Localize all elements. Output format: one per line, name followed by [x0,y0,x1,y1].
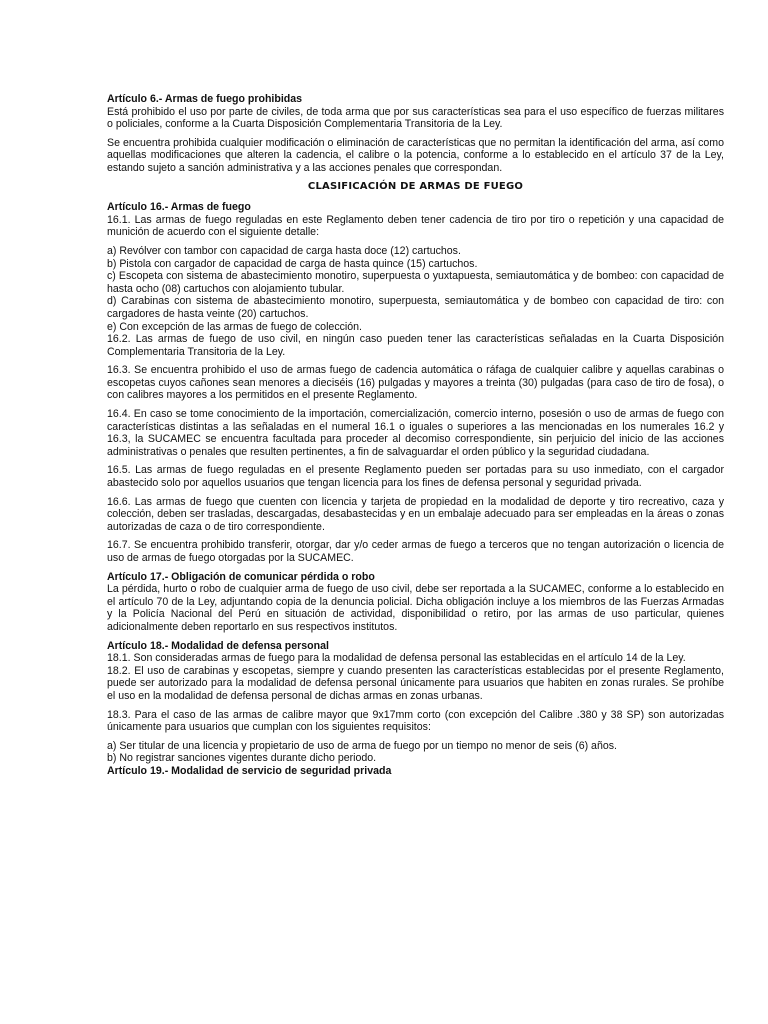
article-18-list [107,740,724,765]
article-16-paragraph-4: 16.4. En caso se tome conocimiento de la importación, comercialización, comercio interno, posesión o uso de armas de fuego con características distintas a las señaladas en el numeral 16.1 o iguales o superiores a las mencionadas en los numerales 16.2 y 16.3, la SUCAMEC se encuentra facultada para proceder al decomiso correspondiente, sin perjuicio del inicio de las acciones administrativas o penales que resulten pertinentes, a fin de salvaguardar el orden público y la seguridad ciudadana. [107,408,724,458]
article-18-paragraph-1: 18.1. Son consideradas armas de fuego para la modalidad de defensa personal las establecidas en el artículo 14 de la Ley. [107,652,686,665]
article-18-title: Artículo 18.- Modalidad de defensa personal [107,639,329,652]
list-item: e) Con excepción de las armas de fuego de colección. [107,320,362,333]
article-16-paragraph-7: 16.7. Se encuentra prohibido transferir, otorgar, dar y/o ceder armas de fuego a terceros que no tengan autorización o licencia de uso de armas de fuego otorgadas por la SUCAMEC. [107,539,724,564]
article-16-paragraph-1: 16.1. Las armas de fuego reguladas en este Reglamento deben tener cadencia de tiro por tiro o repetición y una capacidad de munición de acuerdo con el siguiente detalle: [107,213,724,239]
list-item: a) Revólver con tambor con capacidad de carga hasta doce (12) cartuchos. [107,244,461,257]
article-16-title: Artículo 16.- Armas de fuego [107,201,251,214]
article-18-paragraph-3: 18.3. Para el caso de las armas de calibre mayor que 9x17mm corto (con excepción del Calibre .380 y 38 SP) son autorizadas únicamente para usuarios que cumplan con los siguientes requisitos: [107,708,724,734]
article-6-paragraph-1: Está prohibido el uso por parte de civiles, de toda arma que por sus características sea para el uso específico de fuerzas militares o policiales, conforme a la Cuarta Disposición Complementaria Transitoria de la Ley. [107,105,724,131]
article-16-paragraph-5: 16.5. Las armas de fuego reguladas en el presente Reglamento pueden ser portadas para su uso inmediato, con el cargador abastecido solo por aquellos usuarios que tengan licencia para los fines de defensa personal y seguridad privada. [107,464,724,490]
section-title: CLASIFICACIÓN DE ARMAS DE FUEGO [307,180,524,192]
article-17-title: Artículo 17.- Obligación de comunicar pérdida o robo [107,570,375,583]
article-6-paragraph-2: Se encuentra prohibida cualquier modificación o eliminación de características que no permitan la identificación del arma, así como aquellas modificaciones que alteren la cadencia, el calibre o la potencia, conforme a lo establecido en el artículo 37 de la Ley, estando sujeto a sanción administrativa y a las acciones penales que correspondan. [107,136,724,174]
article-6-title: Artículo 6.- Armas de fuego prohibidas [107,93,303,105]
article-16-list [107,245,724,358]
list-item: d) Carabinas con sistema de abastecimiento monotiro, superpuesta, semiautomática y de bombeo con capacidad de tiro: con cargadores de hasta veinte (20) cartuchos. [107,295,724,320]
list-item: c) Escopeta con sistema de abastecimiento monotiro, superpuesta o yuxtapuesta, semiautomática y de bombeo: con capacidad de hasta ocho (08) cartuchos con alojamiento tubular. [107,270,724,295]
article-19-title: Artículo 19.- Modalidad de servicio de seguridad privada [107,764,392,777]
article-17 [107,571,724,634]
list-item: b) No registrar sanciones vigentes durante dicho periodo. [107,752,377,765]
list-item: b) Pistola con cargador de capacidad de carga de hasta quince (15) cartuchos. [107,257,478,270]
list-item: 16.2. Las armas de fuego de uso civil, en ningún caso pueden tener las características señaladas en la Cuarta Disposición Complementaria Transitoria de la Ley. [107,333,724,358]
article-6 [107,93,724,175]
article-18-paragraph-2: 18.2. El uso de carabinas y escopetas, siempre y cuando presenten las características establecidas por el presente Reglamento, puede ser autorizado para la modalidad de defensa personal únicamente para usuarios que habiten en zonas rurales. Se prohíbe el uso en la modalidad de defensa personal de dichas armas en zonas urbanas. [107,664,724,702]
article-16-paragraph-3: 16.3. Se encuentra prohibido el uso de armas fuego de cadencia automática o ráfaga de cualquier calibre y aquellas carabinas o escopetas cuyos cañones sean menores a dieciséis (16) pulgadas y mayores a treinta (30) pulgadas (para caso de tiro de fosa), o con calibres mayores a los permitidos en el presente Reglamento. [107,364,724,402]
article-16-paragraph-6: 16.6. Las armas de fuego que cuenten con licencia y tarjeta de propiedad en la modalidad de deporte y tiro recreativo, caza y colección, deben ser trasladas, descargadas, desabastecidas y en un embalaje adecuado para ser empleadas en la áreas o zonas autorizadas de caza o de tiro correspondiente. [107,495,724,533]
article-17-paragraph-1: La pérdida, hurto o robo de cualquier arma de fuego de uso civil, debe ser reportada a la SUCAMEC, conforme a lo establecido en el artículo 70 de la Ley, adjuntando copia de la denuncia policial. Dicha obligación incluye a los miembros de las Fuerzas Armadas y la Policía Nacional del Perú en situación de actividad, disponibilidad o retiro, por las armas de uso particular, quienes adicionalmente deben reportarlo en sus respectivos institutos. [107,583,724,633]
article-16 [107,201,724,564]
article-19 [107,765,724,778]
article-18 [107,640,724,765]
list-item: a) Ser titular de una licencia y propietario de uso de arma de fuego por un tiempo no menor de seis (6) años. [107,739,617,752]
